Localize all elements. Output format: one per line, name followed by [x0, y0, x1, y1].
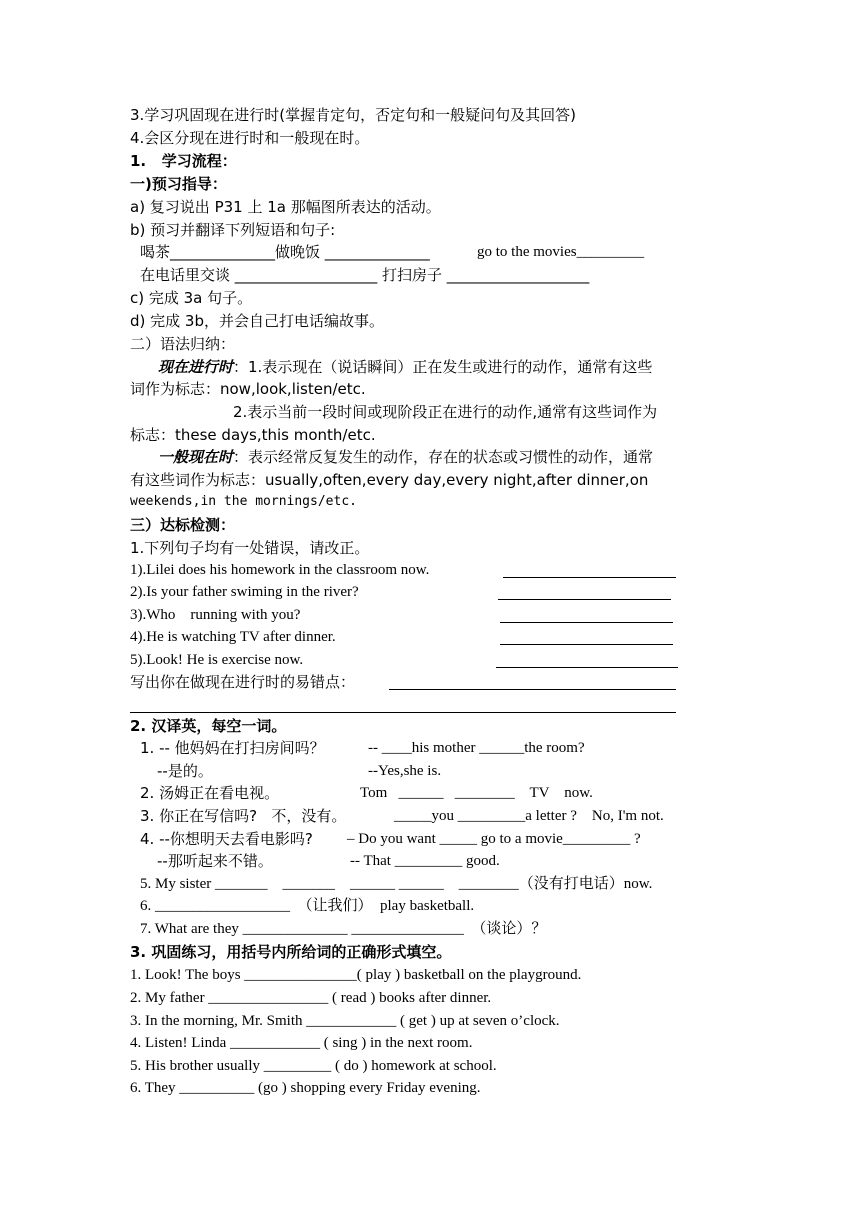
- q3-item-2: 2. My father ________________ ( read ) books after dinner.: [130, 990, 492, 1006]
- present-continuous-line-4: 标志：these days,this month/etc.: [130, 426, 376, 444]
- simple-present-term: 一般现在时: [158, 448, 234, 466]
- q3-item-5: 5. His brother usually _________ ( do ) homework at school.: [130, 1058, 497, 1074]
- q2-item-4-cn-answer: --那听起来不错。: [157, 852, 273, 870]
- q2-item-2-en: Tom ______ ________ TV now.: [360, 785, 593, 801]
- q2-item-4-en-answer: -- That _________ good.: [350, 853, 500, 869]
- phrase-line-2: 在电话里交谈 ___________________ 打扫房子 ___________________: [140, 266, 590, 284]
- q2-item-1-en-answer: --Yes,she is.: [368, 763, 442, 779]
- preview-heading: 一)预习指导：: [130, 175, 227, 193]
- simple-present-line-1: 一般现在时：表示经常反复发生的动作，存在的状态或习惯性的动作，通常: [158, 448, 654, 466]
- answer-line: [500, 622, 673, 623]
- q2-item-4-cn: 4. --你想明天去看电影吗?: [140, 830, 313, 848]
- q3-item-3: 3. In the morning, Mr. Smith ____________ ( get ) up at seven o’clock.: [130, 1013, 560, 1029]
- q2-item-3-cn: 3. 你正在写信吗? 不，没有。: [140, 807, 347, 825]
- q2-item-4-en: – Do you want _____ go to a movie_________ ?: [347, 831, 641, 847]
- preview-d: d) 完成 3b，并会自己打电话编故事。: [130, 312, 384, 330]
- q2-item-3-en: _____you _________a letter ? No, I'm not.: [394, 808, 664, 824]
- simple-present-line-3: weekends,in the mornings/etc.: [130, 494, 357, 509]
- present-continuous-line-2: 词作为标志：now,look,listen/etc.: [130, 380, 366, 398]
- q2-item-6: 6. __________________ （让我们） play basketball.: [140, 898, 475, 914]
- answer-line: [389, 689, 676, 690]
- check-heading: 三）达标检测：: [130, 516, 236, 534]
- present-continuous-line-3: 2.表示当前一段时间或现阶段正在进行的动作,通常有这些词作为: [233, 403, 658, 421]
- preview-a: a) 复习说出 P31 上 1a 那幅图所表达的活动。: [130, 198, 441, 216]
- q3-item-4: 4. Listen! Linda ____________ ( sing ) in the next room.: [130, 1035, 473, 1051]
- answer-line: [503, 577, 676, 578]
- phrase-line-1-en: go to the movies_________: [477, 244, 645, 260]
- q1-item-3: 3).Who running with you?: [130, 607, 301, 623]
- present-continuous-term: 现在进行时: [158, 358, 234, 376]
- q1-item-5: 5).Look! He is exercise now.: [130, 652, 304, 668]
- q2-item-5: 5. My sister _______ _______ ______ ______ ________（没有打电话）now.: [140, 876, 653, 892]
- q2-item-2-cn: 2. 汤姆正在看电视。: [140, 784, 280, 802]
- preview-b: b) 预习并翻译下列短语和句子:: [130, 221, 336, 239]
- objective-3: 3.学习巩固现在进行时(掌握肯定句，否定句和一般疑问句及其回答): [130, 106, 577, 124]
- q2-item-1-cn-answer: --是的。: [157, 762, 213, 780]
- answer-line: [500, 644, 673, 645]
- process-heading: 1. 学习流程：: [130, 152, 237, 170]
- q1-item-4: 4).He is watching TV after dinner.: [130, 629, 336, 645]
- question-3-title: 3. 巩固练习，用括号内所给词的正确形式填空。: [130, 943, 452, 961]
- answer-line: [498, 599, 671, 600]
- answer-line: [130, 712, 676, 713]
- grammar-heading: 二）语法归纳：: [130, 335, 236, 353]
- q2-item-7: 7. What are they ______________ _______________ （谈论）？: [140, 921, 547, 937]
- q2-item-1-en: -- ____his mother ______the room?: [368, 740, 585, 756]
- q2-item-1-cn: 1. -- 他妈妈在打扫房间吗？: [140, 739, 325, 757]
- answer-line: [496, 667, 678, 668]
- q1-item-2: 2).Is your father swiming in the river?: [130, 584, 359, 600]
- simple-present-line-2: 有这些词作为标志：usually,often,every day,every night,after dinner,on: [130, 471, 649, 489]
- q1-item-1: 1).Lilei does his homework in the classroom now.: [130, 562, 430, 578]
- question-2-title: 2. 汉译英，每空一词。: [130, 717, 287, 735]
- mistakes-prompt: 写出你在做现在进行时的易错点：: [130, 673, 356, 691]
- q3-item-6: 6. They __________ (go ) shopping every Friday evening.: [130, 1080, 481, 1096]
- present-continuous-line-1: 现在进行时：1.表示现在（说话瞬间）正在发生或进行的动作，通常有这些: [158, 358, 653, 376]
- q3-item-1: 1. Look! The boys _______________( play ) basketball on the playground.: [130, 967, 582, 983]
- question-1-title: 1.下列句子均有一处错误，请改正。: [130, 539, 370, 557]
- preview-c: c) 完成 3a 句子。: [130, 289, 253, 307]
- phrase-line-1: 喝茶______________做晚饭 ______________: [140, 243, 430, 261]
- objective-4: 4.会区分现在进行时和一般现在时。: [130, 129, 370, 147]
